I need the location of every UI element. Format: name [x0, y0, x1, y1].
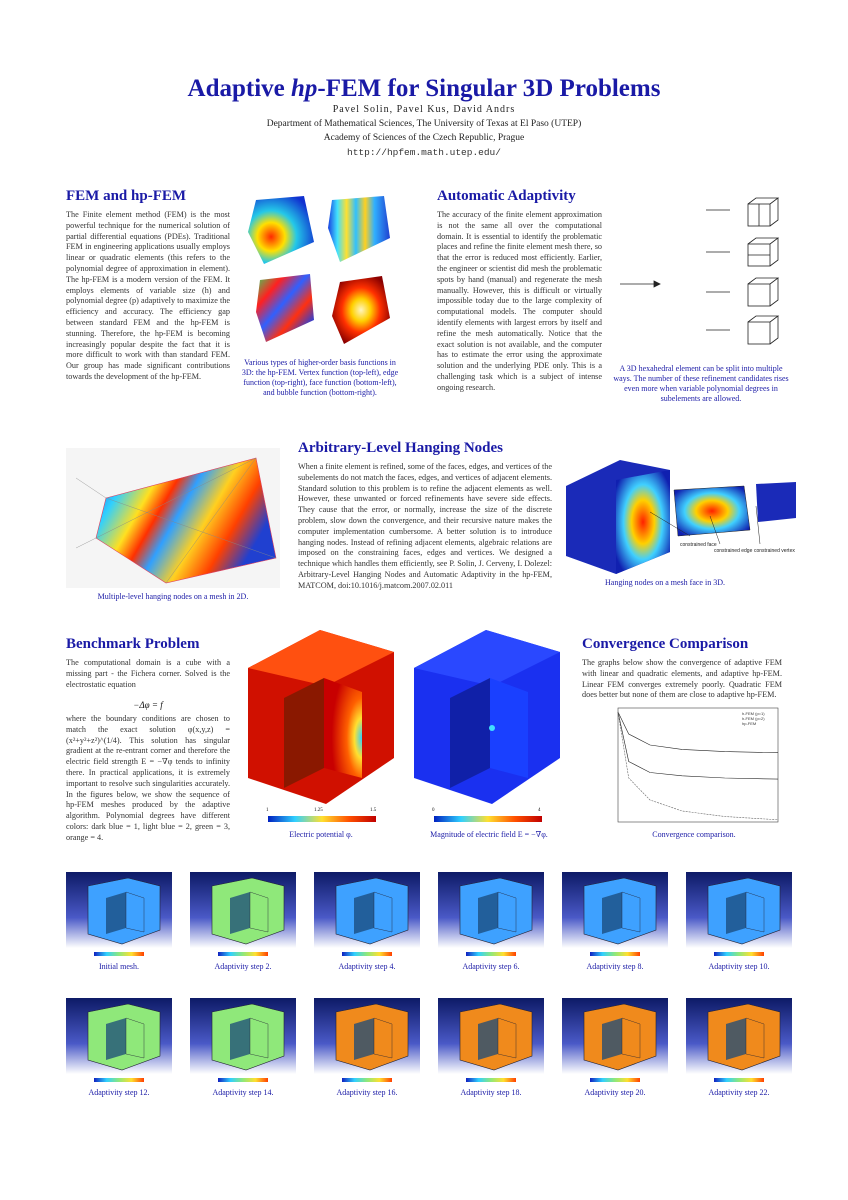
step-caption: Adaptivity step 18.: [460, 1088, 522, 1097]
hanging-nodes-3d-figure: [560, 456, 800, 576]
step-colorbar: [342, 952, 392, 956]
basis-functions-figure: [244, 192, 394, 354]
benchmark-text-intro: The computational domain is a cube with a missing part - the Fichera corner. Solved is the electrostatic equation: [66, 658, 230, 689]
constrained-edge-label: constrained edge: [714, 548, 753, 554]
adaptivity-heading: Automatic Adaptivity: [437, 188, 576, 204]
field-bar-max: 4: [538, 808, 541, 813]
hanging-2d-caption: Multiple-level hanging nodes on a mesh in 2D.: [97, 592, 249, 601]
step-colorbar: [466, 952, 516, 956]
step-colorbar: [218, 952, 268, 956]
step-colorbar: [590, 1078, 640, 1082]
convergence-series-line: [618, 712, 778, 820]
step-caption: Adaptivity step 16.: [336, 1088, 398, 1097]
step-caption: Adaptivity step 12.: [88, 1088, 150, 1097]
potential-caption: Electric potential φ.: [289, 830, 353, 839]
electric-field-cube: [410, 628, 564, 808]
fem-heading: FEM and hp-FEM: [66, 188, 187, 204]
step-thumbnail: [66, 872, 172, 948]
arrow-head: [654, 281, 660, 287]
step-thumbnail: [190, 872, 296, 948]
affiliation-prague: Academy of Sciences of the Czech Republic, Prague: [323, 133, 525, 143]
convergence-heading: Convergence Comparison: [582, 636, 749, 652]
step-thumbnail: [190, 998, 296, 1074]
step-thumbnail: [562, 998, 668, 1074]
step-caption: Adaptivity step 6.: [462, 962, 520, 971]
step-colorbar: [714, 1078, 764, 1082]
step-thumbnail: [686, 872, 792, 948]
poster-title: Adaptive hp-FEM for Singular 3D Problems: [187, 75, 661, 102]
constrained-face-label: constrained face: [680, 542, 717, 548]
step-thumbnail: [438, 872, 544, 948]
project-url[interactable]: http://hpfem.math.utep.edu/: [347, 147, 501, 158]
step-colorbar: [714, 952, 764, 956]
field-caption: Magnitude of electric field E = −∇φ.: [430, 830, 548, 839]
potential-bar-mid: 1.25: [314, 808, 323, 813]
step-colorbar: [342, 1078, 392, 1082]
field-bar-min: 0: [432, 808, 435, 813]
step-colorbar: [94, 952, 144, 956]
step-thumbnail: [562, 872, 668, 948]
edge-function-cube: [328, 196, 390, 262]
step-thumbnail: [66, 998, 172, 1074]
electric-potential-cube: [244, 628, 398, 808]
authors: Pavel Solin, Pavel Kus, David Andrs: [332, 104, 516, 115]
legend-entry: h-FEM (p=1): [742, 711, 765, 716]
step-thumbnail: [686, 998, 792, 1074]
potential-bar-min: 1: [266, 808, 269, 813]
convergence-chart: [604, 706, 784, 828]
step-colorbar: [466, 1078, 516, 1082]
fem-text: The Finite element method (FEM) is the most powerful technique for the numerical solution of partial differential equations (PDEs). Traditional FEM in engineering applications usually employs linear or quadratic elements (this refers to the polynomial degree of approximation in element). The hp-FEM is a modern version of the FEM. It employs elements of variable size (h) and polynomial degree (p) adaptively to maximize the efficiency and accuracy. The efficiency gap between standard FEM and the hp-FEM is stunning. Therefore, the hp-FEM is becoming increasingly popular despite the fact that it is more difficult to work with than standard FEM. Our group has made significant contributions towards the development of the hp-FEM.: [66, 210, 230, 381]
hanging-heading: Arbitrary-Level Hanging Nodes: [298, 440, 503, 456]
step-caption: Adaptivity step 4.: [338, 962, 396, 971]
adaptivity-caption: A 3D hexahedral element can be split into multiple ways. The number of these refinement candidates rises even more when variable polynomial degrees in subelements are allowed.: [613, 364, 789, 403]
step-caption: Adaptivity step 22.: [708, 1088, 770, 1097]
bubble-function-cube: [332, 276, 390, 344]
potential-bar-max: 1.5: [370, 808, 377, 813]
benchmark-heading: Benchmark Problem: [66, 636, 200, 652]
affiliation-utep: Department of Mathematical Sciences, The University of Texas at El Paso (UTEP): [266, 119, 582, 129]
convergence-caption: Convergence comparison.: [652, 830, 736, 839]
fem-caption: Various types of higher-order basis functions in 3D: the hp-FEM. Vertex function (top-left), edge function (top-right), face function (bottom-left), and bubble function (bottom-right).: [241, 358, 399, 397]
step-caption: Adaptivity step 10.: [708, 962, 770, 971]
step-colorbar: [94, 1078, 144, 1082]
benchmark-text: where the boundary conditions are chosen to match the exact solution φ(x,y,z) = (x²+y²+z²)^(1/4). This solution has singular gradient at the re-entrant corner and therefore the electric field strength E = −∇φ tends to infinity there. In practical applications, it is extremely important to resolve such singularities accurately. In the figures below, we show the sequence of hp-FEM meshes produced by the adaptive algorithm. Polynomial degrees have different colors: dark blue = 1, light blue = 2, green = 3, orange = 4.: [66, 714, 230, 842]
step-caption: Adaptivity step 2.: [214, 962, 272, 971]
step-caption: Adaptivity step 20.: [584, 1088, 646, 1097]
face-function-cube: [256, 274, 314, 342]
step-thumbnail: [314, 872, 420, 948]
step-colorbar: [218, 1078, 268, 1082]
benchmark-equation: −Δφ = f: [133, 700, 163, 710]
step-caption: Initial mesh.: [99, 962, 139, 971]
field-colorbar: [434, 816, 542, 822]
potential-colorbar: [268, 816, 376, 822]
constrained-vertex-label: constrained vertex: [754, 548, 795, 554]
hanging-text: When a finite element is refined, some of the faces, edges, and vertices of the subelements do not match the faces, edges, and vertices of adjacent elements. Standard solution to this problem is to refine the adjacent elements as well. However, these unwanted or forced refinements have severe side effects. They cause that the error, or normally, increase the size of the discrete problem, slow down the convergence, and their recursive nature makes the computer implementation cumbersome. A better solution is to introduce hanging nodes. Instead of refining adjacent elements, algebraic relations are imposed on the constraining faces, edges and vertices. We designed a technique which handles them efficiently, see P. Solin, J. Cerveny, I. Dolezel: Arbitrary-Level Hanging Nodes and Automatic Adaptivity in the hp-FEM, MATCOM, doi:10.1016/j.matcom.2007.02.011: [298, 462, 552, 590]
adaptivity-text: The accuracy of the finite element approximation is not the same all over the computational domain. It is essential to identify the problematic places and refine the finite element mesh there, so that the error is reduced most efficiently. Earlier, the engineer or scientist did mesh the problematic spots by hand (manual) and regenerate the mesh manually. However, this is difficult or virtually impossible today due to the large complexity of computational models. The computer should identify elements with largest errors by itself and refine the mesh automatically. Notice that the exact solution is not available, and the computer has to estimate the error using the approximate solution and the underlying PDE only. This is a challenging task which is a subject of intense ongoing research.: [437, 210, 602, 392]
step-thumbnail: [438, 998, 544, 1074]
legend-entry: hp-FEM: [742, 721, 757, 726]
hanging-3d-caption: Hanging nodes on a mesh face in 3D.: [605, 578, 725, 587]
step-thumbnail: [314, 998, 420, 1074]
vertex-function-cube: [248, 196, 314, 264]
step-caption: Adaptivity step 8.: [586, 962, 644, 971]
refinement-candidates-figure: [610, 196, 790, 352]
hanging-nodes-2d-figure: [66, 448, 280, 588]
convergence-text: The graphs below show the convergence of adaptive FEM with linear and quadratic elements, and adaptive hp-FEM. Linear FEM converges extremely poorly. Quadratic FEM does better but none of them are close to adaptive hp-FEM.: [582, 658, 782, 700]
step-caption: Adaptivity step 14.: [212, 1088, 274, 1097]
legend-entry: h-FEM (p=2): [742, 716, 765, 721]
step-colorbar: [590, 952, 640, 956]
